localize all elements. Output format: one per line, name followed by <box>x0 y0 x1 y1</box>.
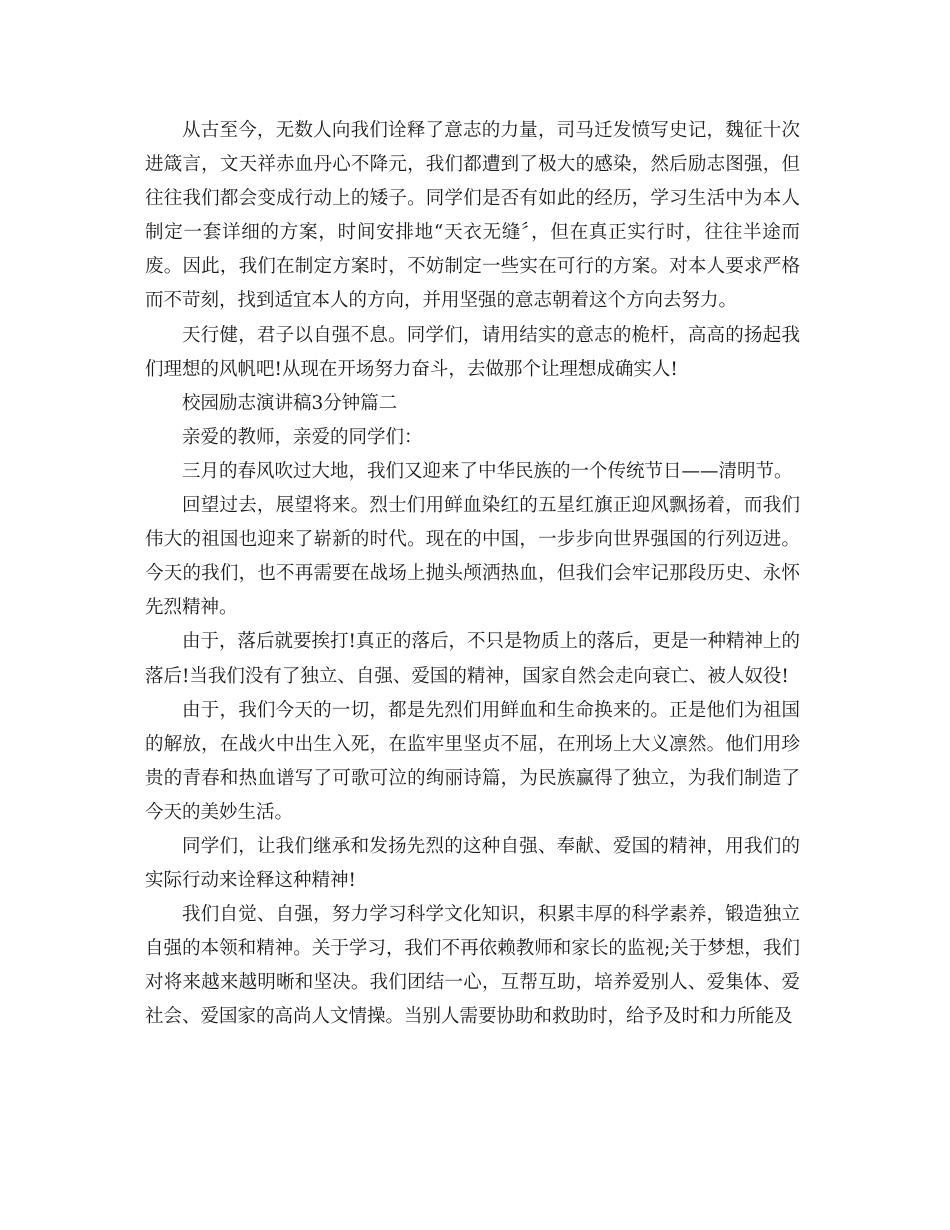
paragraph-qingming: 三月的春风吹过大地，我们又迎来了中华民族的一个传统节日——清明节。 <box>182 460 793 482</box>
paragraph-martyrs: 由于，我们今天的一切，都是先烈们用鲜血和生命换来的。正是他们为祖国的解放，在战火中出生入死，在监牢里坚贞不屈，在刑场上大义凛然。他们用珍贵的青春和热血谱写了可歌可泣的绚丽诗篇，为民族赢得了独立，为我们制造了今天的美妙生活。 <box>145 699 800 823</box>
paragraph-inherit-spirit: 同学们，让我们继承和发扬先烈的这种自强、奉献、爱国的精神，用我们的实际行动来诠释这种精神! <box>145 835 800 892</box>
paragraph-look-back: 回望过去，展望将来。烈士们用鲜血染红的五星红旗正迎风飘扬着，而我们伟大的祖国也迎来了崭新的时代。现在的中国，一步步向世界强国的行列迈进。今天的我们，也不再需要在战场上抛头颅洒热血，但我们会牢记那段历史、永怀先烈精神。 <box>145 495 800 619</box>
paragraph-backwardness: 由于，落后就要挨打!真正的落后，不只是物质上的落后，更是一种精神上的落后!当我们没有了独立、自强、爱国的精神，国家自然会走向衰亡、被人奴役! <box>145 631 800 687</box>
paragraph-self-strengthening: 天行健，君子以自强不息。同学们，请用结实的意志的桅杆，高高的扬起我们理想的风帆吧!从现在开场努力奋斗，去做那个让理想成确实人! <box>145 324 800 380</box>
salutation: 亲爱的教师，亲爱的同学们： <box>182 426 423 448</box>
paragraph-self-discipline: 我们自觉、自强，努力学习科学文化知识，积累丰厚的科学素养，锻造独立自强的本领和精神。关于学习，我们不再依赖教师和家长的监视;关于梦想，我们对将来越来越明晰和坚决。我们团结一心，互帮互助，培养爱别人、爱集体、爱社会、爱国家的高尚人文情操。当别人需要协助和救助时，给予及时和力所能及 <box>145 904 800 1028</box>
document-body <box>145 114 800 1035</box>
paragraph-willpower: 从古至今，无数人向我们诠释了意志的力量，司马迁发愤写史记，魏征十次进箴言，文天祥赤血丹心不降元，我们都遭到了极大的感染，然后励志图强，但往往我们都会变成行动上的矮子。同学们是否有如此的经历，学习生活中为本人制定一套详细的方案，时间安排地“天衣无缝〞，但在真正实行时，往往半途而废。因此，我们在制定方案时，不妨制定一些实在可行的方案。对本人要求严格而不苛刻，找到适宜本人的方向，并用坚强的意志朝着这个方向去努力。 <box>145 120 800 312</box>
section-title: 校园励志演讲稿3分钟篇二 <box>182 392 398 414</box>
